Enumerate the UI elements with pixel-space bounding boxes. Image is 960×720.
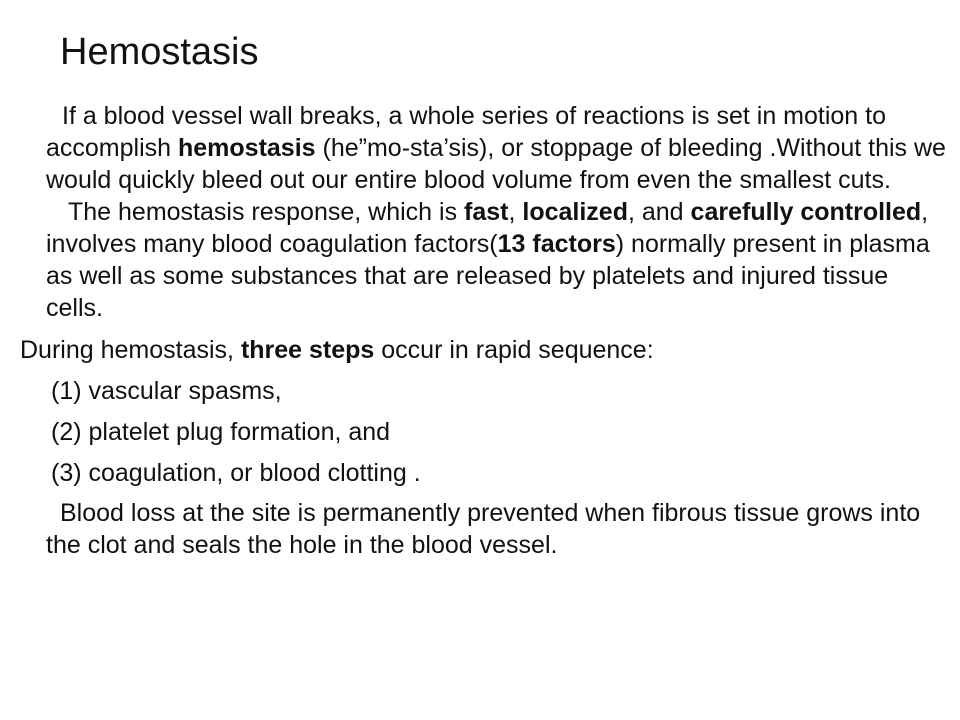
term-fast: fast	[464, 198, 509, 226]
response-text-5: ) normally present in plasma as well as some substances that are released by platelets and injured tissue cells.	[46, 230, 930, 322]
step-item-1: (1) vascular spasms,	[51, 377, 282, 405]
steps-intro-text-2: occur in rapid sequence:	[374, 336, 654, 364]
term-three-steps: three steps	[240, 336, 375, 364]
term-carefully-controlled: carefully controlled	[690, 198, 922, 226]
response-text-4: , involves many blood coagulation factors(	[46, 198, 929, 258]
paragraph-intro	[20, 100, 950, 196]
steps-intro-text-1: During hemostasis,	[20, 336, 241, 364]
step-item-2: (2) platelet plug formation, and	[51, 418, 391, 446]
term-13-factors: 13 factors	[497, 230, 616, 258]
term-localized: localized	[522, 198, 628, 226]
step-item-3: (3) coagulation, or blood clotting .	[51, 459, 421, 487]
slide-body	[20, 100, 950, 561]
response-text-2: ,	[508, 198, 523, 226]
intro-text-2: (he”mo-sta’sis), or stoppage of bleeding .Without this we would quickly bleed out our entire blood volume from even the smallest cuts.	[46, 134, 946, 194]
paragraph-conclusion: Blood loss at the site is permanently prevented when fibrous tissue grows into the clot and seals the hole in the blood vessel.	[46, 499, 921, 559]
response-text-3: , and	[627, 198, 691, 226]
paragraph-steps-intro	[20, 334, 950, 366]
term-hemostasis: hemostasis	[178, 134, 316, 162]
paragraph-response	[20, 196, 950, 324]
intro-text-1: If a blood vessel wall breaks, a whole series of reactions is set in motion to accomplish	[46, 102, 887, 162]
slide-title: Hemostasis	[60, 31, 259, 73]
response-text-1: The hemostasis response, which is	[68, 198, 465, 226]
